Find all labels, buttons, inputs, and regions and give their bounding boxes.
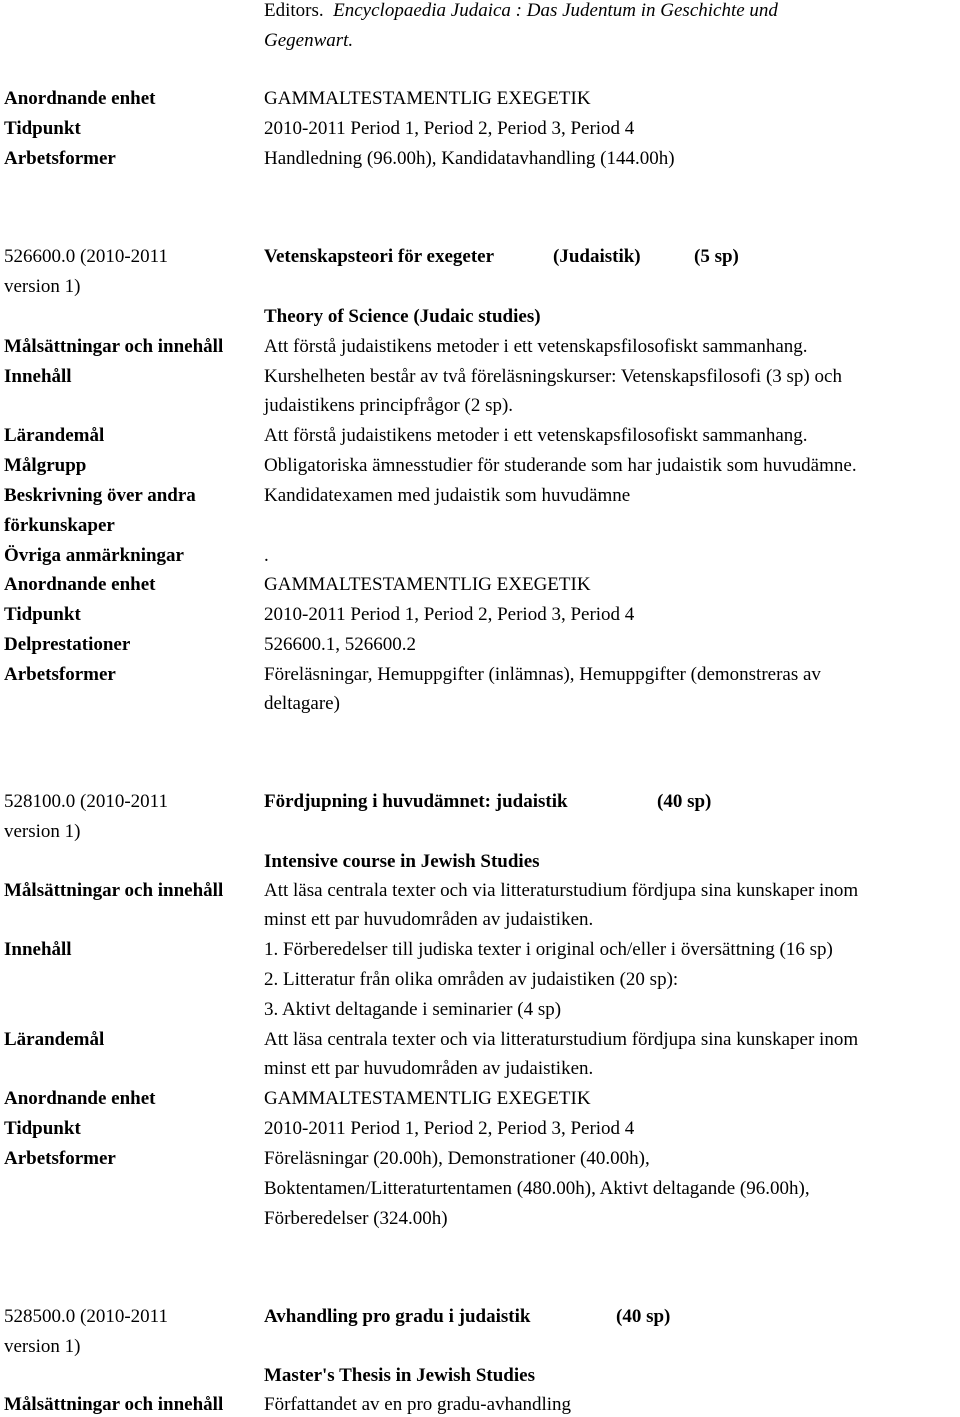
unit-value: GAMMALTESTAMENTLIG EXEGETIK [264, 1088, 591, 1109]
forms-value-cont: Boktentamen/Litteraturtentamen (480.00h), Aktivt deltagande (96.00h), [264, 1178, 810, 1199]
goals-label: Målsättningar och innehåll [4, 880, 224, 901]
course-code: 528500.0 (2010-2011 [4, 1306, 168, 1327]
outcomes-label: Lärandemål [4, 1029, 105, 1050]
goals-label: Målsättningar och innehåll [4, 1394, 224, 1415]
intro-work-title-cont: Gegenwart. [264, 30, 354, 51]
forms-value: Föreläsningar, Hemuppgifter (inlämnas), Hemuppgifter (demonstreras av [264, 664, 821, 685]
remarks-label: Övriga anmärkningar [4, 545, 184, 566]
goals-value: Att förstå judaistikens metoder i ett vetenskapsfilosofiskt sammanhang. [264, 336, 808, 357]
course-subject: (Judaistik) [553, 246, 641, 267]
content-item-1: 1. Förberedelser till judiska texter i original och/eller i översättning (16 sp) [264, 939, 833, 960]
outcomes-label: Lärandemål [4, 425, 105, 446]
outcomes-value: Att förstå judaistikens metoder i ett vetenskapsfilosofiskt sammanhang. [264, 425, 808, 446]
target-value: Obligatoriska ämnesstudier för studerande som har judaistik som huvudämne. [264, 455, 857, 476]
remarks-value: . [264, 545, 269, 566]
course-credits: (5 sp) [694, 246, 739, 267]
course-code: 526600.0 (2010-2011 [4, 246, 168, 267]
prereq-value: Kandidatexamen med judaistik som huvudämne [264, 485, 631, 506]
prereq-label: Beskrivning över andra [4, 485, 196, 506]
unit-label: Anordnande enhet [4, 1088, 156, 1109]
intro-editors: Editors. [264, 0, 324, 21]
course-title: Avhandling pro gradu i judaistik [264, 1306, 531, 1327]
forms-label: Arbetsformer [4, 1148, 116, 1169]
goals-value-cont: minst ett par huvudområden av judaistiken. [264, 909, 594, 930]
forms-value: Handledning (96.00h), Kandidatavhandling (144.00h) [264, 148, 675, 169]
goals-value: Författandet av en pro gradu-avhandling [264, 1394, 572, 1415]
course-english-title: Intensive course in Jewish Studies [264, 851, 540, 872]
course-english-title: Master's Thesis in Jewish Studies [264, 1365, 535, 1386]
time-value: 2010-2011 Period 1, Period 2, Period 3, Period 4 [264, 604, 635, 625]
content-value: Kurshelheten består av två föreläsningskurser: Vetenskapsfilosofi (3 sp) och [264, 366, 842, 387]
unit-label: Anordnande enhet [4, 574, 156, 595]
content-item-3: 3. Aktivt deltagande i seminarier (4 sp) [264, 999, 562, 1020]
course-credits: (40 sp) [657, 791, 712, 812]
content-label: Innehåll [4, 366, 72, 387]
time-value: 2010-2011 Period 1, Period 2, Period 3, Period 4 [264, 118, 635, 139]
target-label: Målgrupp [4, 455, 87, 476]
intro-work-title: Encyclopaedia Judaica : Das Judentum in Geschichte und [333, 0, 778, 21]
unit-value: GAMMALTESTAMENTLIG EXEGETIK [264, 88, 591, 109]
parts-value: 526600.1, 526600.2 [264, 634, 416, 655]
goals-value: Att läsa centrala texter och via litteraturstudium fördjupa sina kunskaper inom [264, 880, 859, 901]
course-title: Vetenskapsteori för exegeter [264, 246, 495, 267]
prereq-label-cont: förkunskaper [4, 515, 115, 536]
content-value-cont: judaistikens principfrågor (2 sp). [264, 395, 514, 416]
course-version: version 1) [4, 821, 81, 842]
outcomes-value-cont: minst ett par huvudområden av judaistiken. [264, 1058, 594, 1079]
course-version: version 1) [4, 1336, 81, 1357]
course-credits: (40 sp) [616, 1306, 671, 1327]
outcomes-value: Att läsa centrala texter och via litteraturstudium fördjupa sina kunskaper inom [264, 1029, 859, 1050]
forms-value: Föreläsningar (20.00h), Demonstrationer (40.00h), [264, 1148, 650, 1169]
time-label: Tidpunkt [4, 118, 81, 139]
course-title: Fördjupning i huvudämnet: judaistik [264, 791, 568, 812]
forms-label: Arbetsformer [4, 664, 116, 685]
unit-value: GAMMALTESTAMENTLIG EXEGETIK [264, 574, 591, 595]
unit-label: Anordnande enhet [4, 88, 156, 109]
content-item-2: 2. Litteratur från olika områden av judaistiken (20 sp): [264, 969, 679, 990]
time-label: Tidpunkt [4, 604, 81, 625]
time-value: 2010-2011 Period 1, Period 2, Period 3, Period 4 [264, 1118, 635, 1139]
intro-line-1 [264, 1, 778, 20]
forms-label: Arbetsformer [4, 148, 116, 169]
parts-label: Delprestationer [4, 634, 131, 655]
forms-value-cont: deltagare) [264, 693, 340, 714]
course-code: 528100.0 (2010-2011 [4, 791, 168, 812]
goals-label: Målsättningar och innehåll [4, 336, 224, 357]
course-english-title: Theory of Science (Judaic studies) [264, 306, 541, 327]
forms-value-cont: Förberedelser (324.00h) [264, 1208, 448, 1229]
time-label: Tidpunkt [4, 1118, 81, 1139]
course-version: version 1) [4, 276, 81, 297]
content-label: Innehåll [4, 939, 72, 960]
